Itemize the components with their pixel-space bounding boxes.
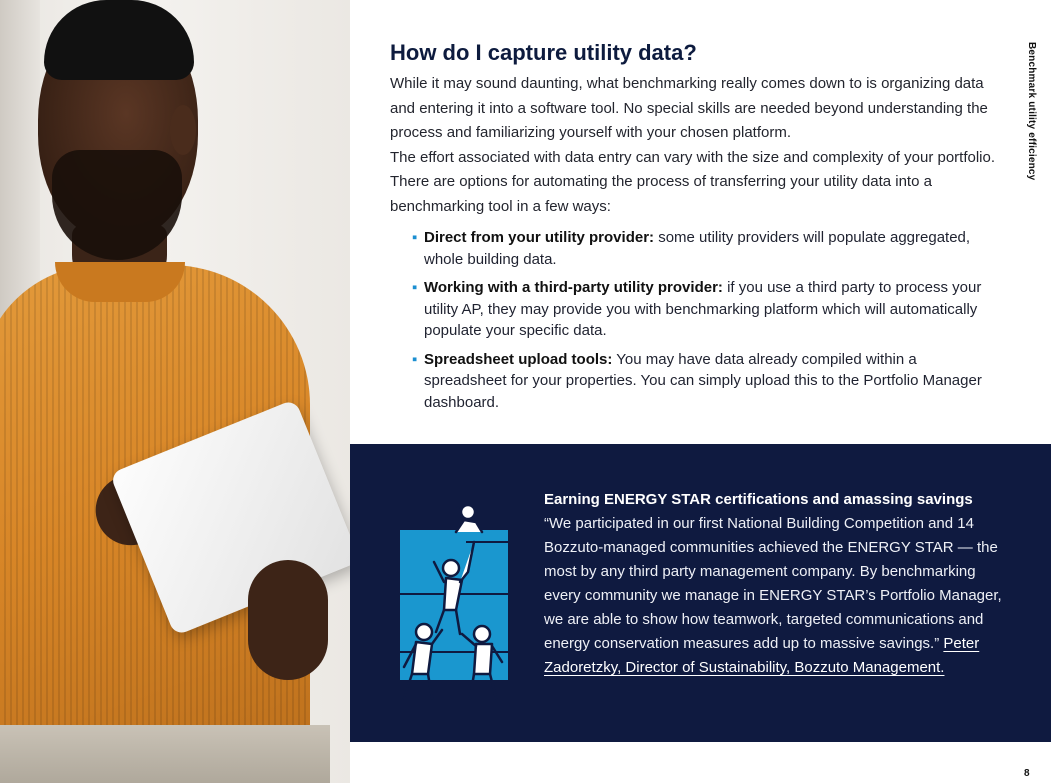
- list-item-text: some utility providers will populate aggregated, whole building data.: [424, 229, 971, 268]
- bullet-icon: ▪: [412, 279, 418, 296]
- photo-collar: [55, 262, 185, 302]
- page-number: 8: [1024, 768, 1030, 779]
- list-item-title: Working with a third-party utility provider:: [424, 279, 723, 296]
- photo-pants: [0, 725, 330, 783]
- bullet-icon: ▪: [412, 350, 418, 368]
- intro-paragraph: [390, 72, 1000, 219]
- bullet-icon: ▪: [412, 229, 418, 246]
- list-item: [412, 227, 1000, 270]
- options-list: [390, 227, 1000, 413]
- callout-title: Earning ENERGY STAR certifications and amassing savings: [544, 491, 973, 508]
- list-item: [412, 349, 1000, 414]
- callout-text: [544, 490, 1004, 680]
- quote-text: “We participated in our first National Building Competition and 14 Bozzuto-managed communities achieved the ENERGY STAR — the most by any third party management company. By benchmarking every community we manage in ENERGY STAR’s Portfolio Manager, we are able to show how teamwork, targeted communications and energy conservation measures add up to massive savings.”: [544, 515, 1002, 652]
- list-item-text: if you use a third party to process your utility AP, they may provide you with benchmarking platform which will automatically populate your specific data.: [424, 279, 982, 339]
- main-content: [390, 40, 1000, 420]
- section-heading: How do I capture utility data?: [390, 40, 697, 65]
- photo-hair: [44, 0, 194, 80]
- hero-photo: [0, 0, 350, 783]
- teamwork-climbing-icon: [396, 502, 516, 702]
- intro-paragraph-1: While it may sound daunting, what benchmarking really comes down to is organizing data and entering it into a software tool. No special skills are needed beyond understanding the process and familiarizing yourself with your chosen platform.: [390, 75, 988, 141]
- callout-quote: [544, 512, 1004, 680]
- photo-ear: [170, 105, 196, 155]
- list-item-title: Direct from your utility provider:: [424, 229, 655, 246]
- case-study-callout: [350, 444, 1051, 742]
- attribution-link[interactable]: Peter Zadoretzky, Director of Sustainability, Bozzuto Management.: [544, 635, 980, 676]
- list-item: [412, 277, 1000, 342]
- side-section-label: Benchmark utility efficiency: [1026, 42, 1037, 181]
- list-item-text: You may have data already compiled within a spreadsheet for your properties. You can simply upload this to the Portfolio Manager dashboard.: [424, 350, 982, 411]
- list-item-title: Spreadsheet upload tools:: [424, 350, 613, 368]
- intro-paragraph-2: The effort associated with data entry can vary with the size and complexity of your portfolio. There are options for automating the process of transferring your utility data into a benchmarking tool in a few ways:: [390, 148, 996, 215]
- photo-right-hand: [248, 560, 328, 680]
